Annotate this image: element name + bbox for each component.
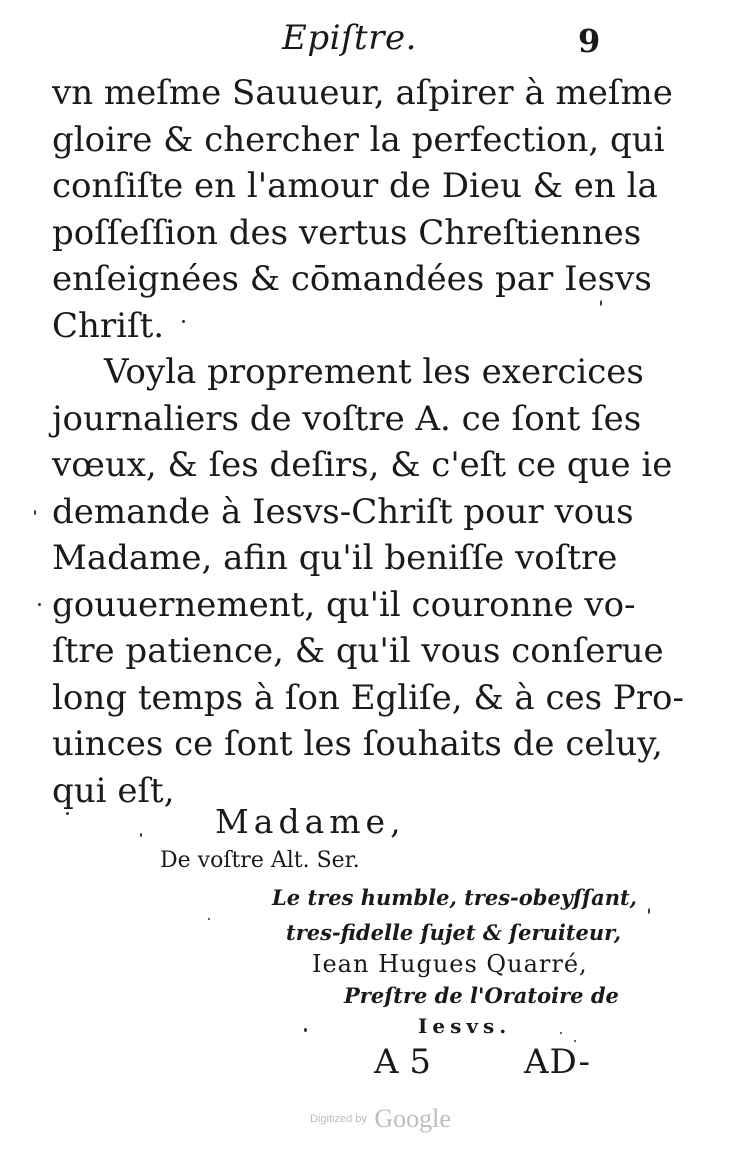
salutation: Madame,	[215, 802, 406, 841]
closing-title: De voſtre Alt. Ser.	[160, 848, 360, 873]
catchword: AD-	[524, 1042, 591, 1082]
scan-speck	[66, 812, 69, 815]
digitized-watermark	[310, 1104, 451, 1134]
text-line: gouuernement, qu'il couronne vo-	[52, 584, 636, 625]
scan-speck	[560, 1032, 562, 1034]
text-line: journaliers de voſtre A. ce ſont ſes	[52, 398, 642, 439]
running-head: Epiſtre.	[282, 18, 417, 58]
signature-line: Le tres humble, tres-obeyſſant,	[272, 885, 637, 910]
scan-speck	[34, 510, 36, 515]
text-line: Chriſt.	[52, 305, 165, 346]
scan-speck	[140, 833, 142, 837]
text-line: long temps à ſon Egliſe, & à ces Pro-	[52, 677, 685, 718]
text-line: ſtre patience, & qu'il vous conſerue	[52, 631, 664, 671]
scan-speck	[208, 918, 210, 920]
text-line: enſeignées & cōmandées par Iesvs	[52, 259, 652, 299]
scan-speck	[648, 908, 650, 914]
body-text	[52, 70, 685, 814]
text-line: uinces ce ſont les ſouhaits de celuy,	[52, 724, 663, 764]
signature-name: Iean Hugues Quarré,	[312, 950, 588, 978]
text-line: Voyla proprement les exercices	[104, 352, 644, 392]
scan-speck	[600, 300, 602, 306]
scan-speck	[38, 603, 41, 606]
text-line: vn meſme Sauueur, aſpirer à meſme	[52, 73, 673, 113]
text-line: qui eſt,	[52, 770, 175, 811]
scan-speck	[182, 320, 185, 323]
text-line: vœux, & ſes deſirs, & c'eſt ce que ie	[52, 445, 673, 485]
text-line: poſſeſſion des vertus Chreſtiennes	[52, 212, 642, 253]
text-line: gloire & chercher la perfection, qui	[52, 119, 665, 160]
text-line: Madame, afin qu'il beniſſe voſtre	[52, 538, 618, 578]
signature-line: tres-fidelle ſujet & ſeruiteur,	[286, 920, 622, 945]
text-line: conſiſte en l'amour de Dieu & en la	[52, 166, 658, 206]
watermark-prefix: Digitized by	[310, 1113, 367, 1125]
signature-line: Preſtre de l'Oratoire de	[344, 983, 619, 1008]
page-number: 9	[578, 22, 601, 60]
text-line: demande à Iesvs-Chriſt pour vous	[52, 491, 634, 532]
signature-mark: A 5	[374, 1042, 431, 1082]
scan-speck	[304, 1028, 307, 1032]
scan-speck	[574, 1040, 576, 1042]
signature-line: Iesvs.	[418, 1014, 512, 1038]
google-logo: Google	[374, 1104, 451, 1133]
